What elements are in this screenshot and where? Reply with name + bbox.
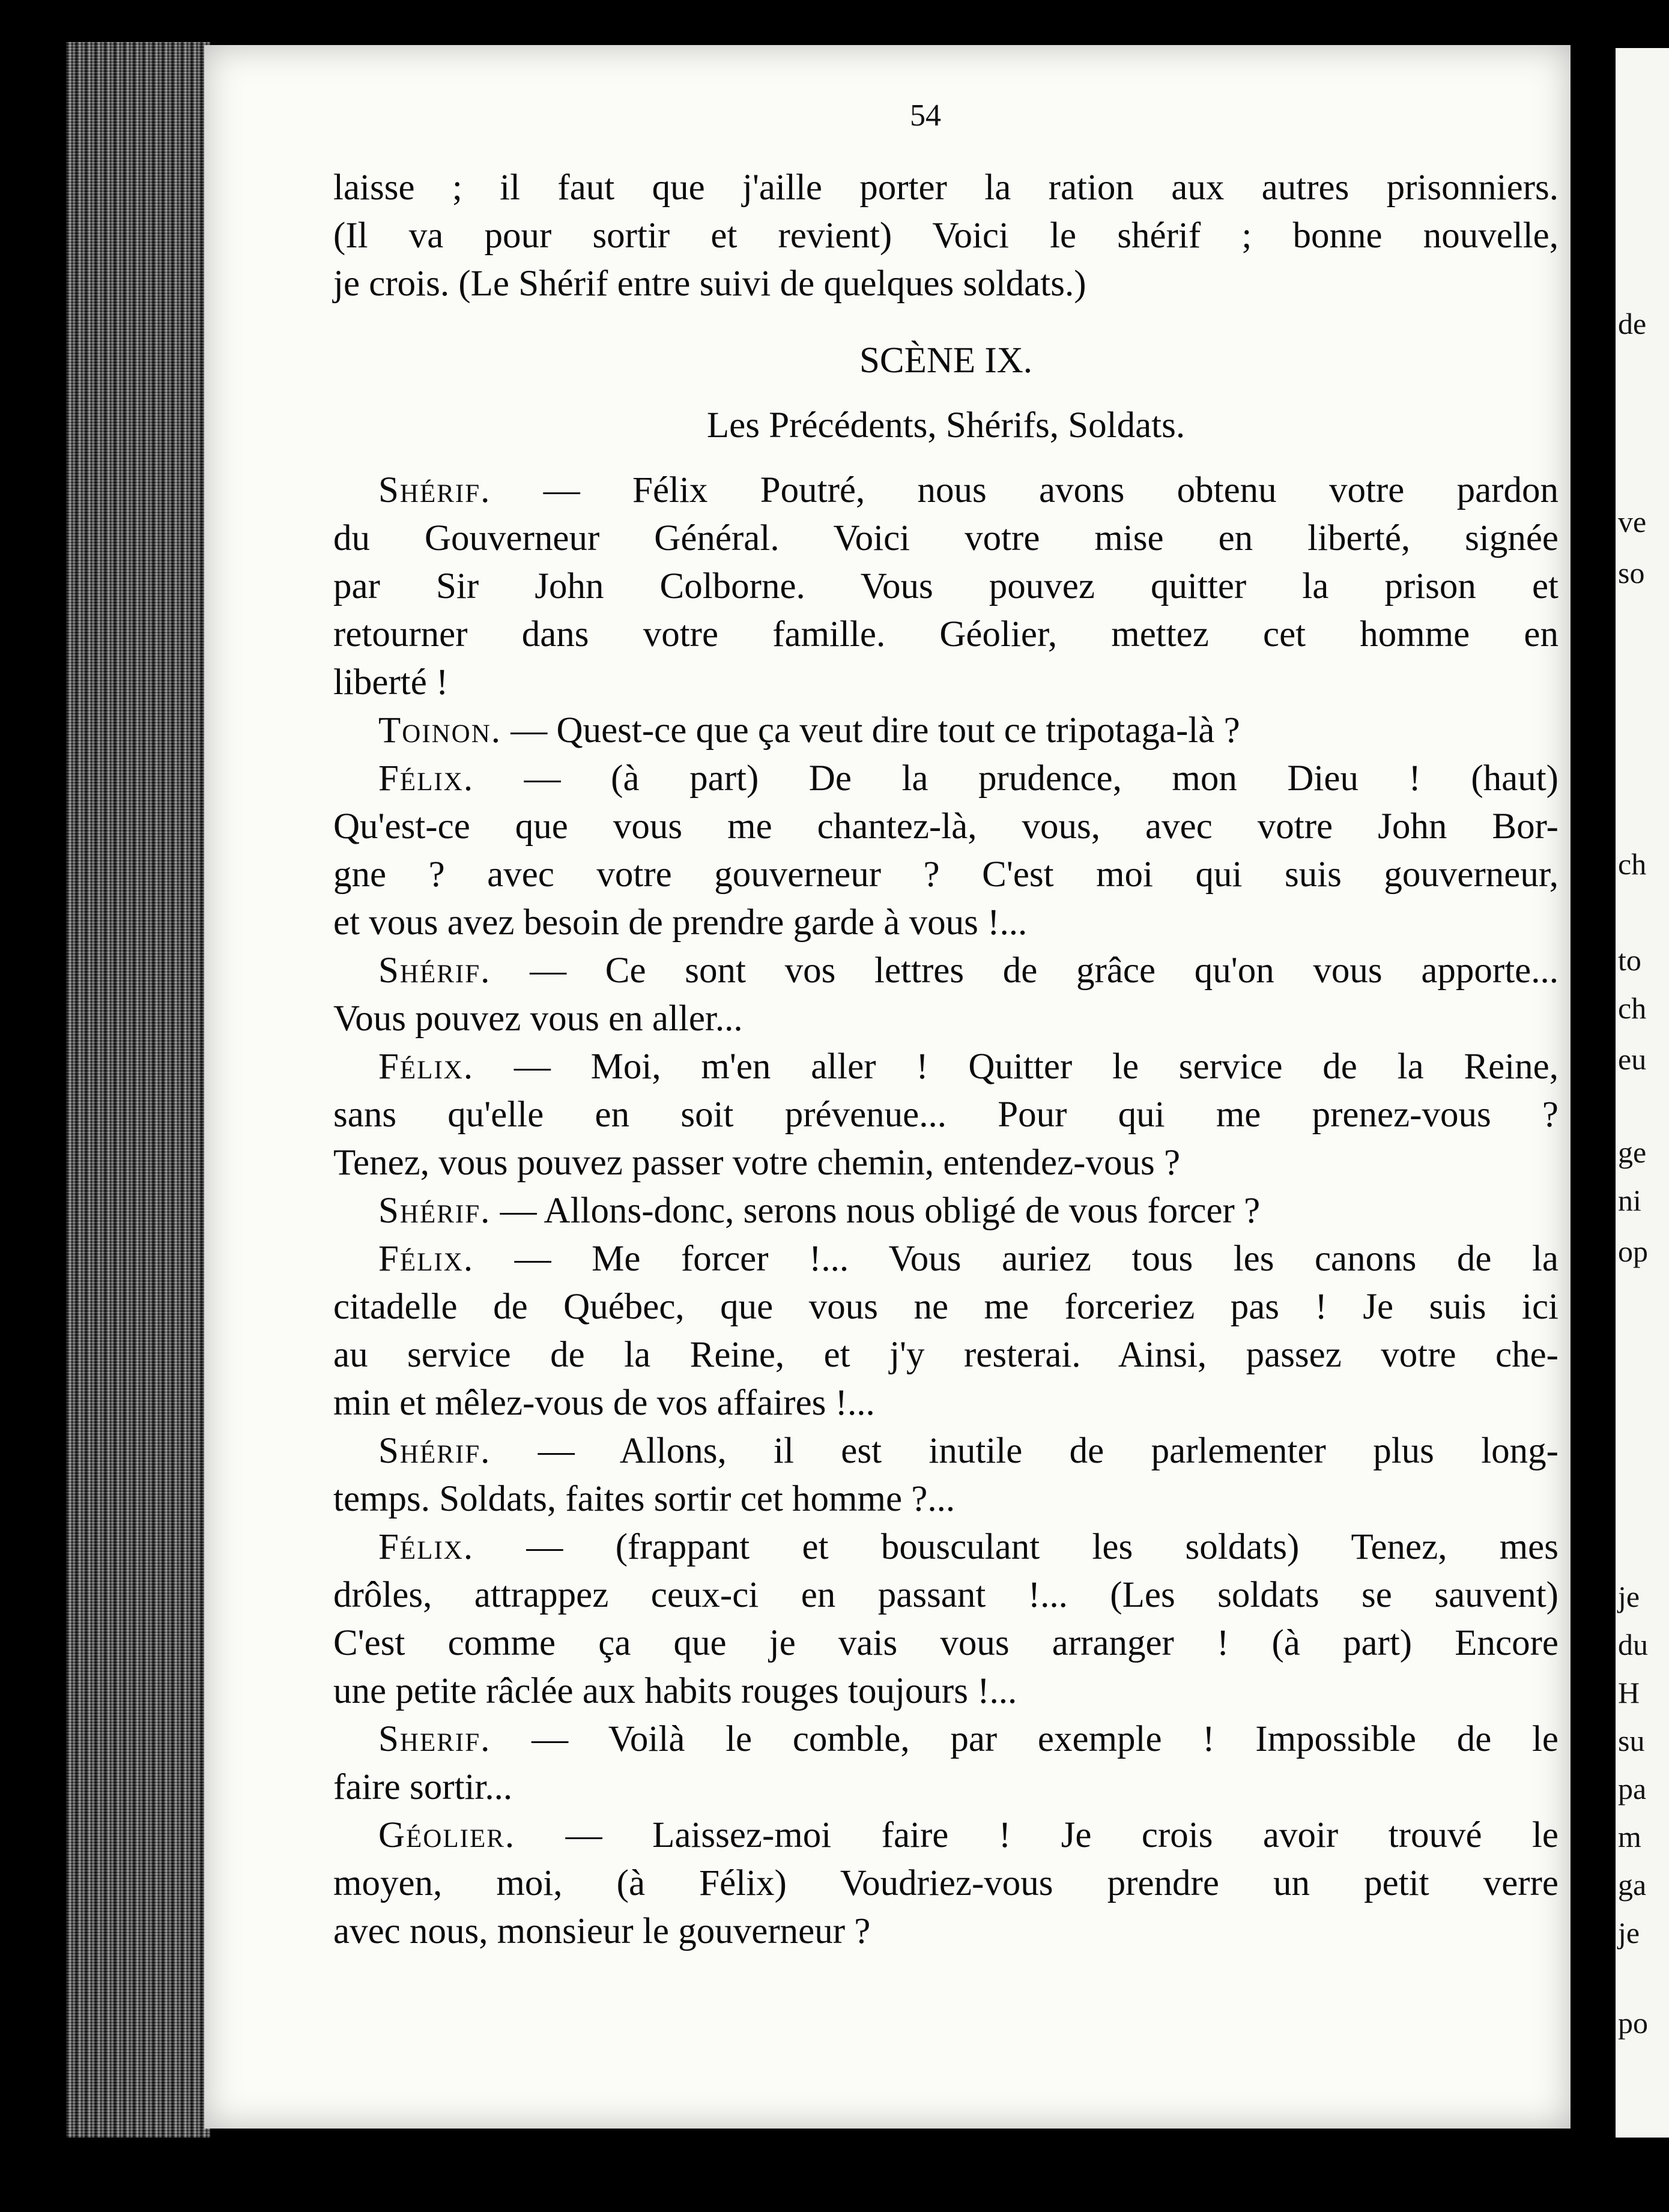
speaker-name: Toinon.	[378, 710, 502, 751]
dialogue-line	[333, 1812, 1558, 1860]
speech-text: — Allons-donc, serons nous obligé de vous forcer ?	[500, 1191, 1261, 1231]
speaker-name: Félix.	[378, 1527, 474, 1567]
dialogue-line	[333, 1235, 1558, 1283]
scene-title: SCÈNE IX.	[859, 340, 1033, 381]
scene-characters: Les Précédents, Shérifs, Soldats.	[706, 405, 1186, 446]
text-line: je crois. (Le Shérif entre suivi de quelques soldats.)	[333, 264, 1086, 304]
facing-page-fragment: je	[1618, 1916, 1640, 1950]
dialogue	[333, 467, 1558, 1956]
dialogue-line: min et mêlez-vous de vos affaires !...	[333, 1383, 875, 1423]
speech-text: — Ce sont vos lettres de grâce qu'on vous apporte...	[530, 950, 1559, 991]
facing-page-fragment: ge	[1618, 1135, 1647, 1169]
dialogue-line	[333, 947, 1558, 995]
dialogue-line: gne ? avec votre gouverneur ? C'est moi qui suis gouverneur,	[333, 854, 1558, 895]
dialogue-line: C'est comme ça que je vais vous arranger ! (à part) Encore	[333, 1623, 1558, 1663]
speech-text: — Laissez-moi faire ! Je crois avoir trouvé le	[565, 1815, 1559, 1855]
facing-page-edge	[1616, 48, 1669, 2138]
dialogue-line: avec nous, monsieur le gouverneur ?	[333, 1911, 871, 1951]
speech-text: — Voilà le comble, par exemple ! Impossible de le	[532, 1719, 1558, 1759]
book-page	[204, 45, 1571, 2129]
dialogue-line: faire sortir...	[333, 1767, 513, 1807]
dialogue-line: du Gouverneur Général. Voici votre mise en liberté, signée	[333, 518, 1558, 558]
speech-text: — (frappant et bousculant les soldats) Tenez, mes	[526, 1527, 1558, 1567]
dialogue-line: citadelle de Québec, que vous ne me forceriez pas ! Je suis ici	[333, 1287, 1558, 1327]
speaker-name: Félix.	[378, 1239, 474, 1279]
facing-page-fragment: ga	[1618, 1868, 1647, 1902]
speech-text: — Me forcer !... Vous auriez tous les canons de la	[514, 1239, 1559, 1279]
book-binding	[66, 42, 210, 2138]
facing-page-fragment: eu	[1618, 1042, 1647, 1076]
speaker-name: Shérif.	[378, 1191, 491, 1231]
speaker-name: Shérif.	[378, 950, 491, 991]
dialogue-line	[333, 1523, 1558, 1571]
dialogue-line: une petite râclée aux habits rouges toujours !...	[333, 1671, 1017, 1711]
dialogue-line: Tenez, vous pouvez passer votre chemin, entendez-vous ?	[333, 1143, 1181, 1183]
dialogue-line: sans qu'elle en soit prévenue... Pour qui me prenez-vous ?	[333, 1095, 1558, 1135]
dialogue-line	[333, 1715, 1558, 1763]
dialogue-line: temps. Soldats, faites sortir cet homme ?...	[333, 1479, 956, 1519]
facing-page-fragment: to	[1618, 943, 1641, 977]
facing-page-fragment: ch	[1618, 991, 1647, 1025]
page-text	[333, 164, 1558, 1956]
text-line: laisse ; il faut que j'aille porter la ration aux autres prisonniers.	[333, 168, 1558, 208]
speaker-name: Shérif.	[378, 470, 491, 510]
facing-page-fragment: su	[1618, 1724, 1645, 1757]
facing-page-fragment: du	[1618, 1628, 1648, 1661]
facing-page-fragment: ni	[1618, 1183, 1641, 1217]
text-line: (Il va pour sortir et revient) Voici le shérif ; bonne nouvelle,	[333, 216, 1558, 256]
dialogue-line: drôles, attrappez ceux-ci en passant !... (Les soldats se sauvent)	[333, 1575, 1558, 1615]
facing-page-fragment: je	[1618, 1580, 1640, 1613]
dialogue-line: et vous avez besoin de prendre garde à vous !...	[333, 902, 1028, 943]
dialogue-line: Vous pouvez vous en aller...	[333, 999, 743, 1039]
facing-page-fragment: op	[1618, 1234, 1648, 1268]
speaker-name: Sherif.	[378, 1719, 491, 1759]
dialogue-line	[333, 467, 1558, 515]
speaker-name: Shérif.	[378, 1431, 491, 1471]
dialogue-line	[333, 755, 1558, 803]
facing-page-fragment: H	[1618, 1676, 1640, 1709]
dialogue-line	[333, 1043, 1558, 1091]
speech-text: — (à part) De la prudence, mon Dieu ! (haut)	[524, 758, 1558, 799]
facing-page-fragment: ch	[1618, 847, 1647, 881]
speech-text: — Quest-ce que ça veut dire tout ce tripotaga-là ?	[510, 710, 1240, 751]
speaker-name: Félix.	[378, 758, 474, 799]
facing-page-fragment: de	[1618, 307, 1647, 340]
speaker-name: Félix.	[378, 1047, 474, 1087]
facing-page-fragment: ve	[1618, 505, 1647, 539]
dialogue-line: au service de la Reine, et j'y resterai. Ainsi, passez votre che-	[333, 1335, 1558, 1375]
dialogue-line: moyen, moi, (à Félix) Voudriez-vous prendre un petit verre	[333, 1863, 1558, 1903]
dialogue-line	[333, 1427, 1558, 1475]
dialogue-line: retourner dans votre famille. Géolier, mettez cet homme en	[333, 614, 1558, 654]
dialogue-line: Qu'est-ce que vous me chantez-là, vous, avec votre John Bor-	[333, 806, 1558, 847]
dialogue-line	[333, 1187, 1558, 1235]
facing-page-fragment: m	[1618, 1820, 1641, 1854]
dialogue-line: par Sir John Colborne. Vous pouvez quitter la prison et	[333, 566, 1558, 606]
page-number: 54	[910, 98, 941, 133]
speech-text: — Moi, m'en aller ! Quitter le service de la Reine,	[513, 1047, 1558, 1087]
speech-text: — Allons, il est inutile de parlementer plus long-	[538, 1431, 1558, 1471]
dialogue-line	[333, 707, 1558, 755]
speech-text: — Félix Poutré, nous avons obtenu votre pardon	[543, 470, 1558, 510]
dialogue-line: liberté !	[333, 662, 449, 703]
speaker-name: Géolier.	[378, 1815, 516, 1855]
facing-page-fragment: po	[1618, 2006, 1648, 2040]
facing-page-fragment: so	[1618, 556, 1645, 590]
facing-page-fragment: pa	[1618, 1772, 1647, 1806]
